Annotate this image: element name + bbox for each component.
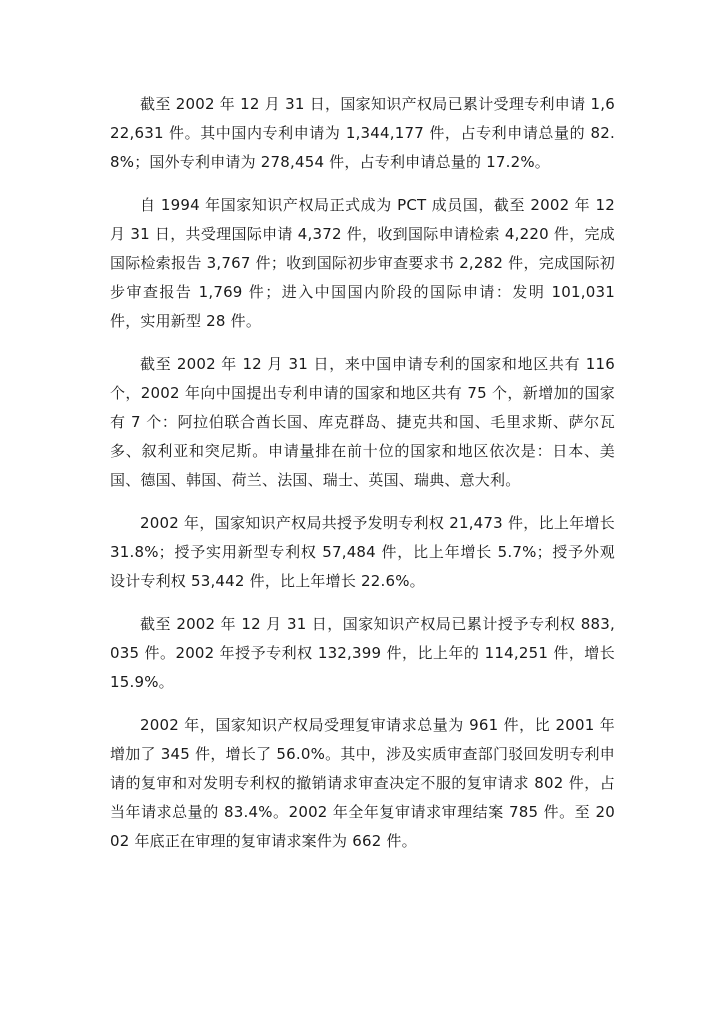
paragraph-reexamination-requests: 2002 年，国家知识产权局受理复审请求总量为 961 件，比 2001 年增加了 345 件，增长了 56.0%。其中，涉及实质审查部门驳回发明专利申请的复审和对发明专利权的撤销请求审查决定不服的复审请求 802 件，占当年请求总量的 83.4%。2002 年全年复审请求审理结案 785 件。至 2002 年底正在审理的复审请求案件为 662 件。 xyxy=(110,716,615,850)
paragraph-pct-international-applications: 自 1994 年国家知识产权局正式成为 PCT 成员国，截至 2002 年 12 月 31 日，共受理国际申请 4,372 件，收到国际申请检索 4,220 件，完成国际检索报告 3,767 件；收到国际初步审查要求书 2,282 件，完成国际初步审查报告 1,769 件；进入中国国内阶段的国际申请：发明 101,031 件，实用新型 28 件。 xyxy=(110,196,615,330)
paragraph-patent-grants-2002: 2002 年，国家知识产权局共授予发明专利权 21,473 件，比上年增长 31.8%；授予实用新型专利权 57,484 件，比上年增长 5.7%；授予外观设计专利权 53,442 件，比上年增长 22.6%。 xyxy=(110,514,615,590)
document-page xyxy=(110,90,615,870)
paragraph-foreign-applicant-countries: 截至 2002 年 12 月 31 日，来中国申请专利的国家和地区共有 116 个，2002 年向中国提出专利申请的国家和地区共有 75 个，新增加的国家有 7 个：阿拉伯联合酋长国、库克群岛、捷克共和国、毛里求斯、萨尔瓦多、叙利亚和突尼斯。申请量排在前十位的国家和地区依次是：日本、美国、德国、韩国、荷兰、法国、瑞士、英国、瑞典、意大利。 xyxy=(110,355,615,489)
paragraph-patent-applications-total: 截至 2002 年 12 月 31 日，国家知识产权局已累计受理专利申请 1,622,631 件。其中国内专利申请为 1,344,177 件，占专利申请总量的 82.8%；国外专利申请为 278,454 件，占专利申请总量的 17.2%。 xyxy=(110,95,615,171)
paragraph-cumulative-grants: 截至 2002 年 12 月 31 日，国家知识产权局已累计授予专利权 883,035 件。2002 年授予专利权 132,399 件，比上年的 114,251 件，增长 15.9%。 xyxy=(110,615,615,691)
